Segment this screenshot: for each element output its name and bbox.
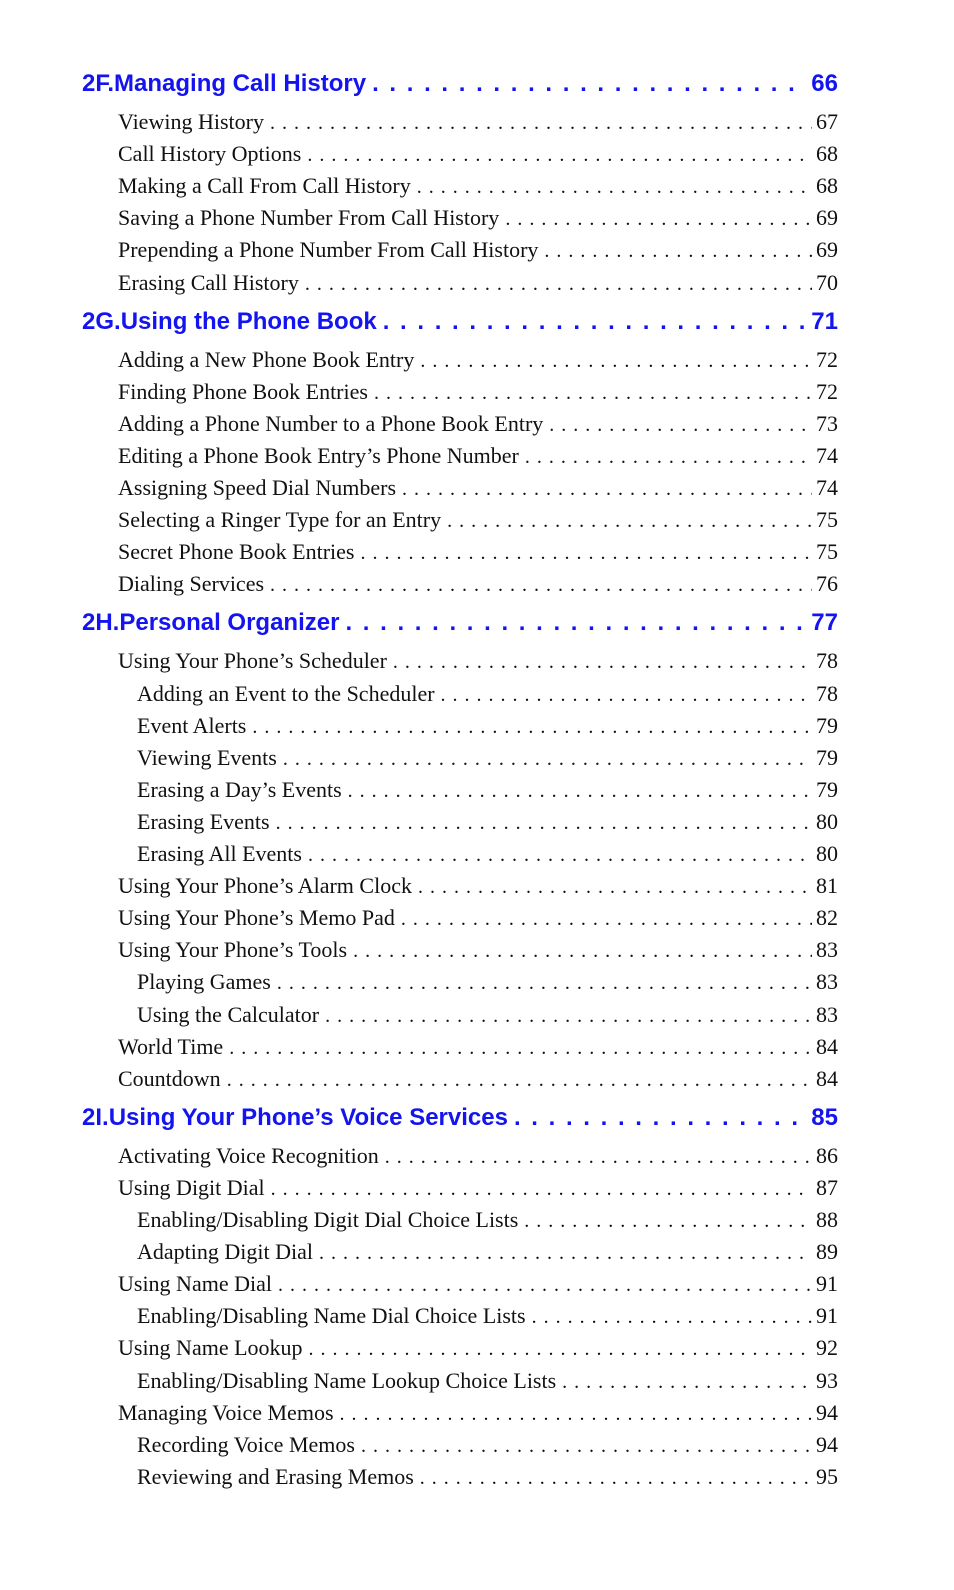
entry-label: Event Alerts [137, 712, 247, 738]
leader-dots [307, 144, 812, 167]
entry-label: Erasing a Day’s Events [137, 776, 342, 802]
entry-label: Playing Games [137, 969, 271, 995]
leader-dots [401, 908, 812, 931]
leader-dots [544, 240, 812, 263]
leader-dots [270, 112, 812, 135]
entry-page-number: 76 [816, 571, 838, 597]
chapter-page-number: 77 [811, 609, 838, 637]
entry-page-number: 74 [816, 475, 838, 500]
entry-label: Assigning Speed Dial Numbers [118, 475, 397, 500]
entry-label: Activating Voice Recognition [118, 1142, 379, 1168]
entry-label: Adapting Digit Dial [137, 1239, 313, 1265]
entry-page-number: 70 [816, 269, 838, 295]
leader-dots [524, 1210, 812, 1233]
entry-page-number: 94 [816, 1431, 838, 1457]
toc-subentry[interactable] [137, 1239, 838, 1269]
entry-page-number: 79 [816, 744, 838, 770]
chapter-page-number: 85 [811, 1103, 838, 1131]
entry-label: Using Digit Dial [118, 1174, 265, 1200]
toc-entry[interactable] [118, 1400, 838, 1430]
entry-page-number: 81 [816, 873, 838, 899]
chapter-number: 2F. [82, 70, 115, 97]
chapter-name: Using Your Phone’s Voice Services [108, 1103, 508, 1131]
leader-dots [525, 446, 812, 469]
toc-entry[interactable] [118, 1335, 838, 1365]
chapter-number: 2I. [82, 1103, 109, 1131]
chapter-title [82, 1104, 508, 1132]
entry-page-number: 68 [816, 141, 838, 167]
entry-label: Using Name Lookup [118, 1335, 303, 1361]
entry-page-number: 93 [816, 1367, 838, 1393]
leader-dots [532, 1306, 812, 1329]
entry-page-number: 94 [816, 1399, 838, 1425]
leader-dots [549, 414, 812, 437]
entry-page-number: 83 [816, 1001, 838, 1027]
entry-page-number: 82 [816, 905, 838, 931]
leader-dots [374, 382, 812, 405]
entry-page-number: 69 [816, 237, 838, 263]
entry-label: Dialing Services [118, 571, 265, 597]
leader-dots [345, 609, 807, 637]
toc-subentry[interactable] [137, 1368, 838, 1398]
chapter-title [82, 70, 366, 98]
entry-label: Reviewing and Erasing Memos [137, 1463, 414, 1489]
chapter-title [82, 609, 339, 637]
toc-entry[interactable] [118, 173, 838, 203]
entry-page-number: 83 [816, 937, 838, 963]
entry-label: Adding a Phone Number to a Phone Book Entry [118, 410, 544, 436]
toc-entry[interactable] [118, 411, 838, 441]
entry-page-number: 88 [816, 1207, 838, 1232]
entry-label: Erasing Call History [118, 269, 299, 295]
entry-page-number: 72 [816, 346, 838, 372]
entry-label: Enabling/Disabling Digit Dial Choice Lists [137, 1207, 519, 1232]
entry-label: Saving a Phone Number From Call History [118, 205, 500, 231]
toc-entry[interactable] [118, 475, 838, 505]
leader-dots [383, 308, 808, 336]
toc-entry[interactable] [118, 873, 838, 903]
chapter-title [82, 308, 377, 336]
entry-page-number: 69 [816, 205, 838, 231]
leader-dots [227, 1069, 812, 1092]
entry-page-number: 95 [816, 1463, 838, 1489]
entry-page-number: 68 [816, 173, 838, 199]
leader-dots [361, 1435, 812, 1458]
toc-entry[interactable] [118, 905, 838, 935]
toc-entry[interactable] [118, 539, 838, 569]
leader-dots [420, 1467, 812, 1490]
leader-dots [276, 812, 812, 835]
leader-dots [360, 542, 812, 565]
entry-page-number: 67 [816, 109, 838, 134]
entry-page-number: 92 [816, 1335, 838, 1361]
leader-dots [305, 273, 812, 296]
toc-subentry[interactable] [137, 969, 838, 999]
toc-subentry[interactable] [137, 745, 838, 775]
toc-entry[interactable] [118, 141, 838, 171]
toc-entry[interactable] [118, 937, 838, 967]
entry-page-number: 75 [816, 507, 838, 533]
chapter-heading[interactable] [82, 308, 838, 340]
leader-dots [277, 972, 812, 995]
toc-entry[interactable] [118, 237, 838, 267]
chapter-heading[interactable] [82, 609, 838, 641]
toc-entry[interactable] [118, 1175, 838, 1205]
leader-dots [308, 844, 812, 867]
entry-page-number: 73 [816, 410, 838, 436]
toc-subentry[interactable] [137, 1002, 838, 1032]
leader-dots [325, 1005, 812, 1028]
entry-label: Using the Calculator [137, 1001, 320, 1027]
entry-label: Editing a Phone Book Entry’s Phone Number [118, 442, 519, 468]
leader-dots [441, 684, 812, 707]
toc-entry[interactable] [118, 648, 838, 678]
leader-dots [562, 1371, 812, 1394]
entry-label: Viewing History [118, 109, 264, 134]
toc-subentry[interactable] [137, 1432, 838, 1462]
chapter-number: 2H. [82, 609, 120, 637]
leader-dots [420, 350, 812, 373]
entry-page-number: 80 [816, 841, 838, 866]
entry-page-number: 91 [816, 1271, 838, 1297]
chapter-page-number: 66 [811, 70, 838, 97]
entry-label: Recording Voice Memos [137, 1431, 355, 1457]
chapter-page-number: 71 [811, 307, 838, 335]
chapter-number: 2G. [82, 307, 121, 335]
entry-page-number: 78 [816, 648, 838, 674]
leader-dots [229, 1037, 812, 1060]
entry-label: Using Your Phone’s Memo Pad [118, 905, 395, 931]
entry-label: Using Your Phone’s Scheduler [118, 648, 387, 674]
toc-entry[interactable] [118, 205, 838, 235]
toc-entry[interactable] [118, 443, 838, 473]
toc-subentry[interactable] [137, 1464, 838, 1494]
leader-dots [252, 716, 812, 739]
toc-entry[interactable] [118, 347, 838, 377]
entry-page-number: 74 [816, 442, 838, 468]
entry-page-number: 87 [816, 1174, 838, 1200]
entry-page-number: 83 [816, 969, 838, 995]
toc-entry[interactable] [118, 270, 838, 300]
toc-entry[interactable] [118, 1271, 838, 1301]
leader-dots [393, 651, 812, 674]
leader-dots [340, 1403, 813, 1426]
leader-dots [418, 876, 812, 899]
entry-label: Secret Phone Book Entries [118, 539, 355, 565]
entry-label: Making a Call From Call History [118, 173, 411, 199]
entry-label: Erasing Events [137, 808, 270, 834]
leader-dots [271, 1178, 812, 1201]
entry-page-number: 91 [816, 1303, 838, 1329]
chapter-name: Using the Phone Book [120, 307, 377, 335]
toc-subentry[interactable] [137, 1207, 838, 1237]
leader-dots [372, 70, 807, 98]
leader-dots [283, 748, 812, 771]
toc-entry[interactable] [118, 507, 838, 537]
entry-label: Selecting a Ringer Type for an Entry [118, 507, 442, 533]
entry-page-number: 72 [816, 378, 838, 404]
entry-page-number: 80 [816, 808, 838, 834]
toc-subentry[interactable] [137, 1303, 838, 1333]
leader-dots [353, 940, 812, 963]
leader-dots [505, 208, 812, 231]
chapter-name: Personal Organizer [119, 609, 340, 637]
leader-dots [309, 1338, 812, 1361]
toc-entry[interactable] [118, 1066, 838, 1096]
toc-entry[interactable] [118, 109, 838, 139]
leader-dots [417, 176, 812, 199]
entry-label: Using Name Dial [118, 1271, 272, 1297]
leader-dots [278, 1274, 812, 1297]
entry-label: Using Your Phone’s Alarm Clock [118, 873, 412, 899]
toc-entry[interactable] [118, 571, 838, 601]
entry-label: Prepending a Phone Number From Call History [118, 237, 539, 263]
entry-label: Adding an Event to the Scheduler [137, 680, 435, 706]
entry-label: Managing Voice Memos [118, 1399, 334, 1425]
chapter-name: Managing Call History [114, 70, 367, 97]
entry-label: Call History Options [118, 141, 302, 167]
entry-page-number: 84 [816, 1065, 838, 1091]
entry-label: Viewing Events [137, 744, 277, 770]
leader-dots [348, 780, 812, 803]
entry-label: Enabling/Disabling Name Dial Choice Lists [137, 1303, 526, 1329]
entry-page-number: 78 [816, 680, 838, 706]
toc-subentry[interactable] [137, 809, 838, 839]
toc-subentry[interactable] [137, 713, 838, 743]
leader-dots [402, 478, 812, 501]
entry-page-number: 79 [816, 712, 838, 738]
leader-dots [447, 510, 812, 533]
entry-page-number: 84 [816, 1033, 838, 1059]
entry-label: Erasing All Events [137, 841, 302, 866]
entry-page-number: 75 [816, 539, 838, 565]
entry-label: Using Your Phone’s Tools [118, 937, 348, 963]
leader-dots [319, 1242, 812, 1265]
leader-dots [385, 1146, 812, 1169]
entry-label: Finding Phone Book Entries [118, 378, 368, 404]
chapter-heading[interactable] [82, 70, 838, 102]
entry-label: World Time [118, 1033, 224, 1059]
entry-label: Countdown [118, 1065, 221, 1091]
leader-dots [270, 574, 812, 597]
entry-page-number: 86 [816, 1142, 838, 1168]
toc-subentry[interactable] [137, 681, 838, 711]
toc-entry[interactable] [118, 379, 838, 409]
toc-entry[interactable] [118, 1034, 838, 1064]
toc-subentry[interactable] [137, 841, 838, 871]
toc-entry[interactable] [118, 1143, 838, 1173]
entry-page-number: 79 [816, 776, 838, 802]
entry-label: Adding a New Phone Book Entry [118, 346, 415, 372]
chapter-heading[interactable] [82, 1104, 838, 1136]
entry-page-number: 89 [816, 1239, 838, 1265]
entry-label: Enabling/Disabling Name Lookup Choice Lists [137, 1367, 557, 1393]
leader-dots [514, 1104, 807, 1132]
toc-subentry[interactable] [137, 777, 838, 807]
